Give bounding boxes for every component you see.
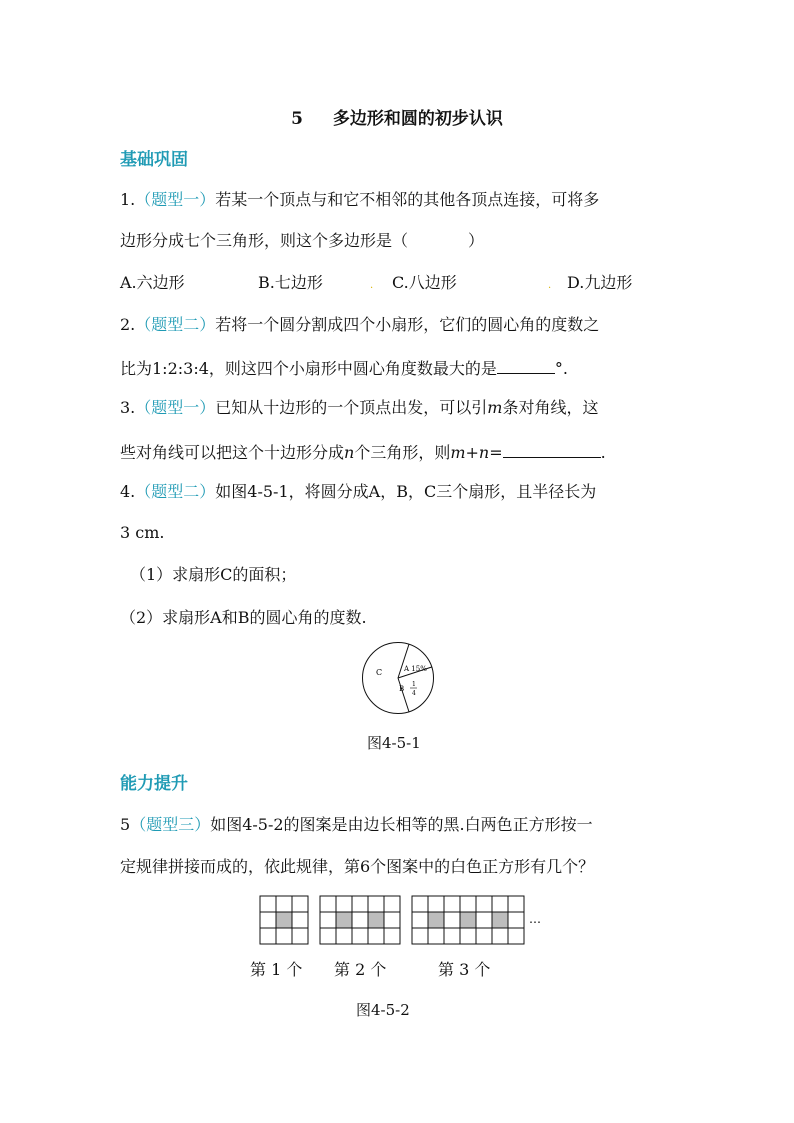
white-square	[460, 928, 476, 944]
section-heading-advanced: 能力提升	[120, 774, 188, 794]
q3-expr: m+n=	[450, 443, 503, 462]
white-square	[460, 896, 476, 912]
white-square	[352, 896, 368, 912]
q1-text1: 若某一个顶点与和它不相邻的其他各顶点连接，可将多	[215, 190, 600, 209]
q2-text2: 比为1:2:3:4，则这四个小扇形中圆心角度数最大的是	[120, 359, 497, 378]
white-square	[476, 912, 492, 928]
pattern-label-3: 第 3 个	[438, 960, 491, 979]
title-number: 5	[291, 109, 303, 129]
pie-divider-b-c	[398, 678, 409, 712]
white-square	[320, 928, 336, 944]
white-square	[260, 928, 276, 944]
white-square	[412, 912, 428, 928]
white-square	[292, 928, 308, 944]
pattern-group	[260, 896, 524, 944]
q3-text2a: 些对角线可以把这个十边形分成	[120, 443, 345, 462]
pattern-label-1: 第 1 个	[250, 960, 303, 979]
white-square	[444, 928, 460, 944]
shaded-square	[336, 912, 352, 928]
q2-tag: （题型二）	[135, 315, 216, 334]
pattern-figure	[255, 893, 555, 949]
white-square	[508, 912, 524, 928]
white-square	[476, 928, 492, 944]
white-square	[508, 928, 524, 944]
figure-caption-1: 图4-5-1	[367, 734, 421, 752]
q5-num: 5	[120, 815, 131, 834]
white-square	[292, 912, 308, 928]
q3-text1b: 条对角线，这	[502, 398, 599, 417]
shaded-square	[368, 912, 384, 928]
white-square	[384, 896, 400, 912]
q1-option-d: D.九边形	[567, 273, 633, 292]
q1-line1	[120, 190, 599, 210]
stray-dot: .	[548, 280, 552, 291]
white-square	[412, 896, 428, 912]
shaded-square	[460, 912, 476, 928]
white-square	[508, 896, 524, 912]
q3-num: 3.	[120, 398, 136, 417]
fraction-numerator: 1	[412, 681, 416, 688]
white-square	[384, 928, 400, 944]
q1-text2: 边形分成七个三角形，则这个多边形是（	[120, 231, 409, 250]
sector-b-label: B	[399, 685, 405, 693]
q5-line1	[120, 815, 593, 835]
fraction-denominator: 4	[412, 690, 416, 697]
q1-paren-close: ）	[468, 231, 485, 250]
pattern-ellipsis: …	[529, 912, 541, 926]
q4-sub2: （2）求扇形A和B的圆心角的度数.	[120, 608, 367, 627]
q1-num: 1.	[120, 190, 136, 209]
q3-var-n: n	[344, 443, 355, 462]
q3-end: .	[600, 443, 606, 462]
white-square	[368, 928, 384, 944]
q1-option-a: A.六边形	[120, 273, 185, 292]
q2-answer-blank[interactable]	[497, 356, 555, 374]
white-square	[444, 896, 460, 912]
q1-line2	[120, 231, 484, 251]
q1-tag: （题型一）	[135, 190, 216, 209]
white-square	[320, 912, 336, 928]
sector-a-label: A 15%	[404, 665, 427, 673]
white-square	[336, 896, 352, 912]
q2-num: 2.	[120, 315, 136, 334]
section-heading-basic: 基础巩固	[120, 150, 188, 170]
white-square	[492, 928, 508, 944]
stray-dot: .	[370, 280, 374, 291]
white-square	[412, 928, 428, 944]
white-square	[276, 928, 292, 944]
q3-text2b: 个三角形，则	[354, 443, 451, 462]
white-square	[320, 896, 336, 912]
white-square	[492, 896, 508, 912]
q3-line1	[120, 398, 598, 418]
q1-option-b: B.七边形	[258, 273, 323, 292]
q3-line2	[120, 440, 606, 463]
q2-text1: 若将一个圆分割成四个小扇形，它们的圆心角的度数之	[215, 315, 600, 334]
q3-answer-blank[interactable]	[503, 440, 601, 458]
q2-line2	[120, 356, 568, 379]
white-square	[444, 912, 460, 928]
q5-text1: 如图4-5-2的图案是由边长相等的黑.白两色正方形按一	[210, 815, 593, 834]
white-square	[352, 928, 368, 944]
q1-option-c: C.八边形	[392, 273, 457, 292]
figure-caption-2: 图4-5-2	[356, 1001, 410, 1019]
white-square	[384, 912, 400, 928]
white-square	[336, 928, 352, 944]
q3-var-m: m	[487, 398, 503, 417]
white-square	[260, 896, 276, 912]
shaded-square	[428, 912, 444, 928]
white-square	[292, 896, 308, 912]
sector-c-label: C	[376, 668, 383, 677]
white-square	[352, 912, 368, 928]
white-square	[276, 896, 292, 912]
title-text: 多边形和圆的初步认识	[332, 109, 503, 129]
white-square	[428, 928, 444, 944]
q2-line1	[120, 315, 599, 335]
q5-tag: （题型三）	[130, 815, 211, 834]
pie-figure	[360, 640, 436, 716]
page-title	[0, 108, 794, 130]
q2-end: °.	[554, 359, 568, 378]
white-square	[260, 912, 276, 928]
q4-sub1: （1）求扇形C的面积；	[130, 565, 297, 584]
q3-text1a: 已知从十边形的一个顶点出发，可以引	[215, 398, 488, 417]
q4-tag: （题型二）	[135, 482, 216, 501]
q5-line2: 定规律拼接而成的，依此规律，第6个图案中的白色正方形有几个？	[120, 857, 595, 876]
q4-line2: 3 cm.	[120, 523, 165, 542]
shaded-square	[276, 912, 292, 928]
white-square	[368, 896, 384, 912]
pattern-label-2: 第 2 个	[334, 960, 387, 979]
q4-num: 4.	[120, 482, 136, 501]
q4-text1: 如图4-5-1，将圆分成A，B，C三个扇形，且半径长为	[215, 482, 597, 501]
q4-line1	[120, 482, 596, 502]
q3-tag: （题型一）	[135, 398, 216, 417]
shaded-square	[492, 912, 508, 928]
white-square	[476, 896, 492, 912]
white-square	[428, 896, 444, 912]
